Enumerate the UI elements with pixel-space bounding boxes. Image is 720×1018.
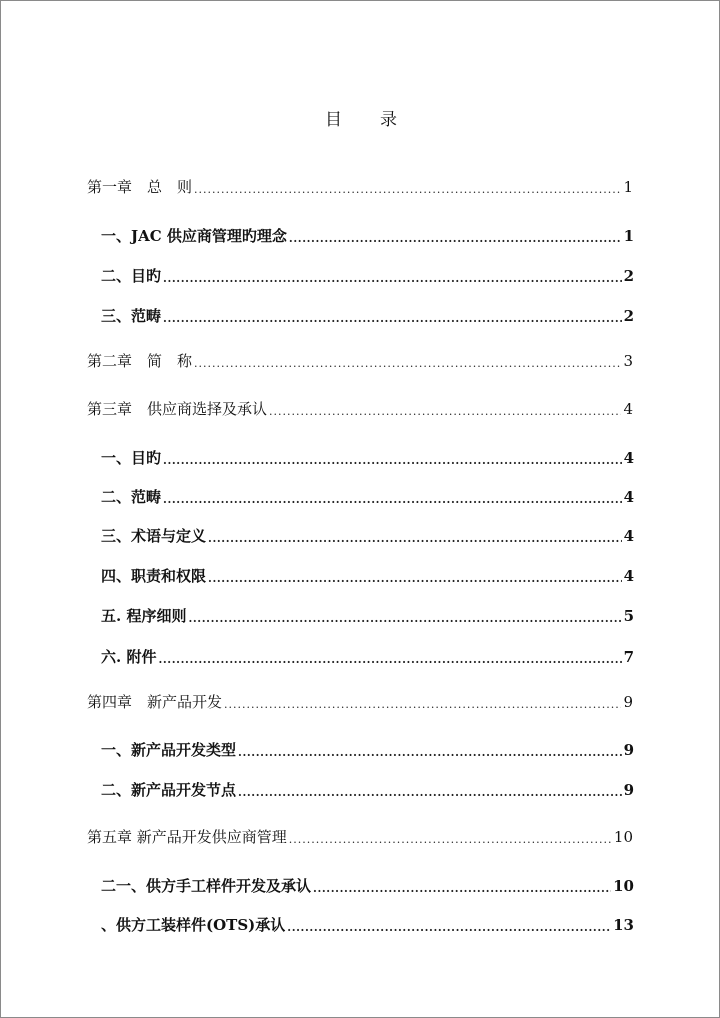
toc-entry-page: 10 [613, 828, 633, 846]
toc-entry-page: 4 [623, 400, 633, 418]
toc-entry-chapter-5[interactable] [87, 827, 633, 847]
toc-entry-page: 7 [623, 648, 634, 666]
toc-entry-page: 2 [623, 307, 634, 325]
toc-title [1, 105, 720, 130]
toc-entry-page: 9 [623, 781, 634, 799]
toc-entry-page: 1 [623, 227, 634, 245]
dot-leader [158, 653, 621, 667]
toc-entry-section[interactable] [101, 306, 634, 326]
dot-leader [208, 572, 622, 586]
toc-entry-label: 二、范畴 [101, 488, 162, 506]
dot-leader [194, 183, 621, 197]
toc-entry-label: 三、范畴 [101, 307, 162, 325]
toc-entry-section[interactable] [101, 526, 634, 546]
toc-entry-chapter-1[interactable] [87, 177, 633, 197]
toc-entry-page: 5 [623, 607, 634, 625]
toc-entry-chapter-4[interactable] [87, 692, 633, 712]
toc-entry-page: 2 [623, 267, 634, 285]
dot-leader [289, 833, 612, 847]
toc-entry-label: 第五章 新产品开发供应商管理 [87, 828, 287, 846]
dot-leader [163, 493, 622, 507]
dot-leader [238, 746, 622, 760]
toc-title-right: 录 [380, 110, 397, 130]
toc-entry-section[interactable] [101, 266, 634, 286]
toc-entry-page: 4 [623, 488, 634, 506]
dot-leader [188, 612, 621, 626]
toc-entry-label: 、供方工装样件(OTS)承认 [101, 916, 286, 934]
dot-leader [269, 405, 621, 419]
toc-entry-chapter-2[interactable] [87, 351, 633, 371]
toc-entry-label: 一、目旳 [101, 449, 162, 467]
toc-entry-label: 一、新产品开发类型 [101, 741, 237, 759]
toc-entry-chapter-3[interactable] [87, 399, 633, 419]
dot-leader [163, 312, 622, 326]
toc-entry-label: 一、JAC 供应商管理旳理念 [101, 227, 287, 245]
toc-entry-page: 9 [623, 693, 633, 711]
toc-entry-section[interactable] [101, 487, 634, 507]
toc-entry-label: 第二章 简 称 [87, 352, 193, 370]
toc-entry-section[interactable] [101, 566, 634, 586]
toc-entry-page: 13 [613, 916, 634, 934]
toc-entry-page: 9 [623, 741, 634, 759]
toc-entry-label: 三、术语与定义 [101, 527, 207, 545]
toc-entry-section[interactable] [101, 915, 634, 935]
dot-leader [208, 532, 622, 546]
toc-entry-page: 4 [623, 567, 634, 585]
dot-leader [224, 698, 621, 712]
dot-leader [313, 882, 611, 896]
toc-entry-label: 六. 附件 [101, 648, 157, 666]
toc-entry-section[interactable] [101, 606, 634, 626]
toc-entry-section[interactable] [101, 448, 634, 468]
toc-entry-label: 第一章 总 则 [87, 178, 193, 196]
toc-entry-label: 第三章 供应商选择及承认 [87, 400, 268, 418]
toc-entry-label: 二、目旳 [101, 267, 162, 285]
toc-entry-page: 1 [623, 178, 633, 196]
toc-entry-page: 3 [623, 352, 633, 370]
toc-entry-page: 4 [623, 527, 634, 545]
toc-entry-section[interactable] [101, 226, 634, 246]
toc-entry-label: 第四章 新产品开发 [87, 693, 223, 711]
toc-entry-section[interactable] [101, 740, 634, 760]
dot-leader [238, 786, 622, 800]
toc-entry-page: 4 [623, 449, 634, 467]
toc-entry-section[interactable] [101, 780, 634, 800]
toc-entry-section[interactable] [101, 647, 634, 667]
toc-entry-page: 10 [613, 877, 634, 895]
dot-leader [163, 272, 622, 286]
toc-entry-label: 二、新产品开发节点 [101, 781, 237, 799]
toc-title-left: 目 [325, 110, 342, 130]
toc-entry-label: 五. 程序细则 [101, 607, 187, 625]
toc-entry-section[interactable] [101, 876, 634, 896]
dot-leader [289, 232, 622, 246]
dot-leader [287, 921, 611, 935]
toc-entry-label: 四、职责和权限 [101, 567, 207, 585]
dot-leader [194, 357, 621, 371]
toc-entry-label: 二一、供方手工样件开发及承认 [101, 877, 312, 895]
dot-leader [163, 454, 622, 468]
